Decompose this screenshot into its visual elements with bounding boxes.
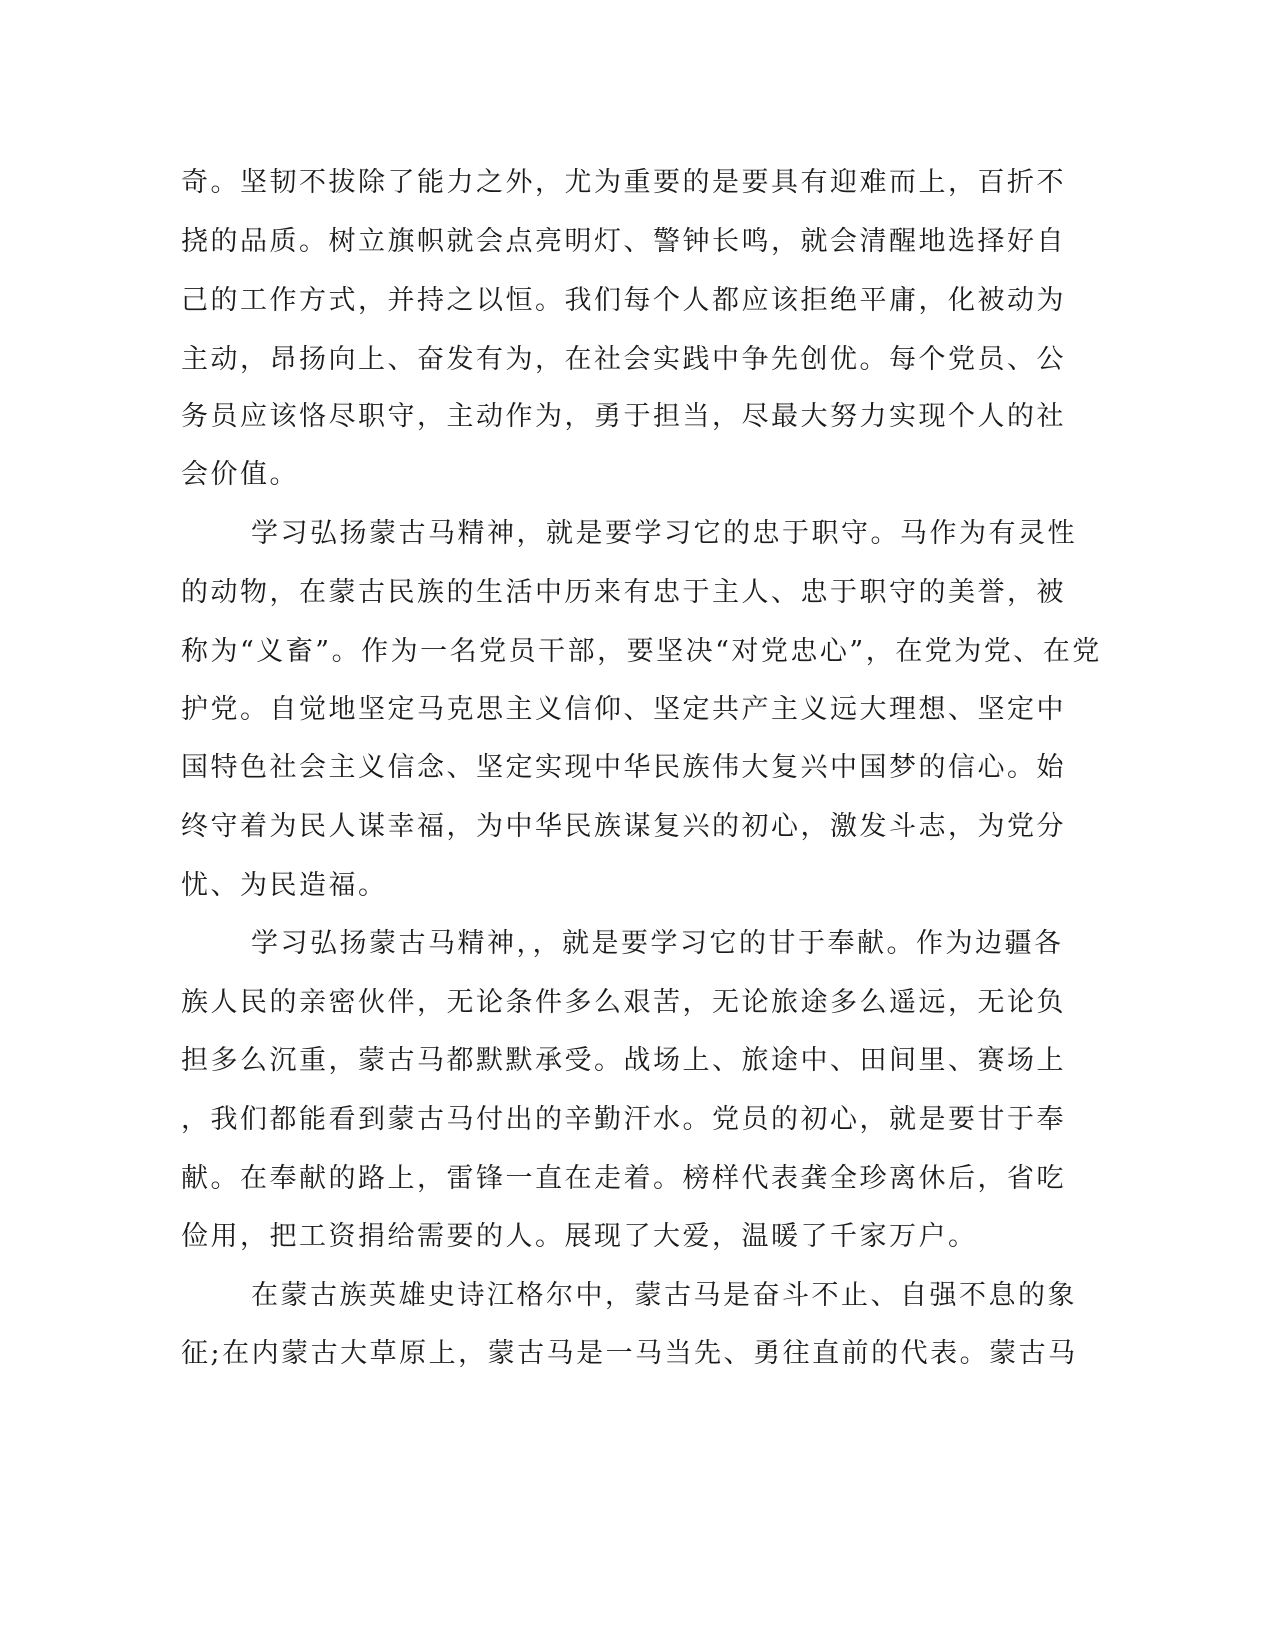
text-line: 挠的品质。树立旗帜就会点亮明灯、警钟长鸣，就会清醒地选择好自: [181, 226, 1066, 257]
text-line: 的动物，在蒙古民族的生活中历来有忠于主人、忠于职守的美誉，被: [181, 577, 1066, 608]
text-line: 担多么沉重，蒙古马都默默承受。战场上、旅途中、田间里、赛场上: [181, 1045, 1066, 1076]
text-line: 护党。自觉地坚定马克思主义信仰、坚定共产主义远大理想、坚定中: [181, 694, 1066, 725]
text-line: 奇。坚韧不拔除了能力之外，尤为重要的是要具有迎难而上，百折不: [181, 167, 1066, 198]
paragraph-first-line: 学习弘扬蒙古马精神，就是要学习它的忠于职守。马作为有灵性: [251, 518, 1077, 549]
text-line: 俭用，把工资捐给需要的人。展现了大爱，温暖了千家万户。: [181, 1221, 978, 1252]
text-line: ，我们都能看到蒙古马付出的辛勤汗水。党员的初心，就是要甘于奉: [181, 1104, 1066, 1135]
text-line: 忧、为民造福。: [181, 870, 388, 901]
text-line: 称为“义畜”。作为一名党员干部，要坚决“对党忠心”，在党为党、在党: [181, 636, 1102, 667]
text-line: 征;在内蒙古大草原上，蒙古马是一马当先、勇往直前的代表。蒙古马: [181, 1338, 1078, 1369]
paragraph-first-line: 学习弘扬蒙古马精神，，就是要学习它的甘于奉献。作为边疆各: [251, 928, 1064, 959]
text-line: 族人民的亲密伙伴，无论条件多么艰苦，无论旅途多么遥远，无论负: [181, 987, 1066, 1018]
paragraph-first-line: 在蒙古族英雄史诗江格尔中，蒙古马是奋斗不止、自强不息的象: [251, 1280, 1077, 1311]
text-line: 主动，昂扬向上、奋发有为，在社会实践中争先创优。每个党员、公: [181, 344, 1066, 375]
text-line: 献。在奉献的路上，雷锋一直在走着。榜样代表龚全珍离休后，省吃: [181, 1163, 1066, 1194]
text-line: 终守着为民人谋幸福，为中华民族谋复兴的初心，激发斗志，为党分: [181, 811, 1066, 842]
text-line: 务员应该恪尽职守，主动作为，勇于担当，尽最大努力实现个人的社: [181, 401, 1066, 432]
text-line: 会价值。: [181, 459, 299, 490]
text-line: 国特色社会主义信念、坚定实现中华民族伟大复兴中国梦的信心。始: [181, 752, 1066, 783]
text-line: 己的工作方式，并持之以恒。我们每个人都应该拒绝平庸，化被动为: [181, 285, 1066, 316]
